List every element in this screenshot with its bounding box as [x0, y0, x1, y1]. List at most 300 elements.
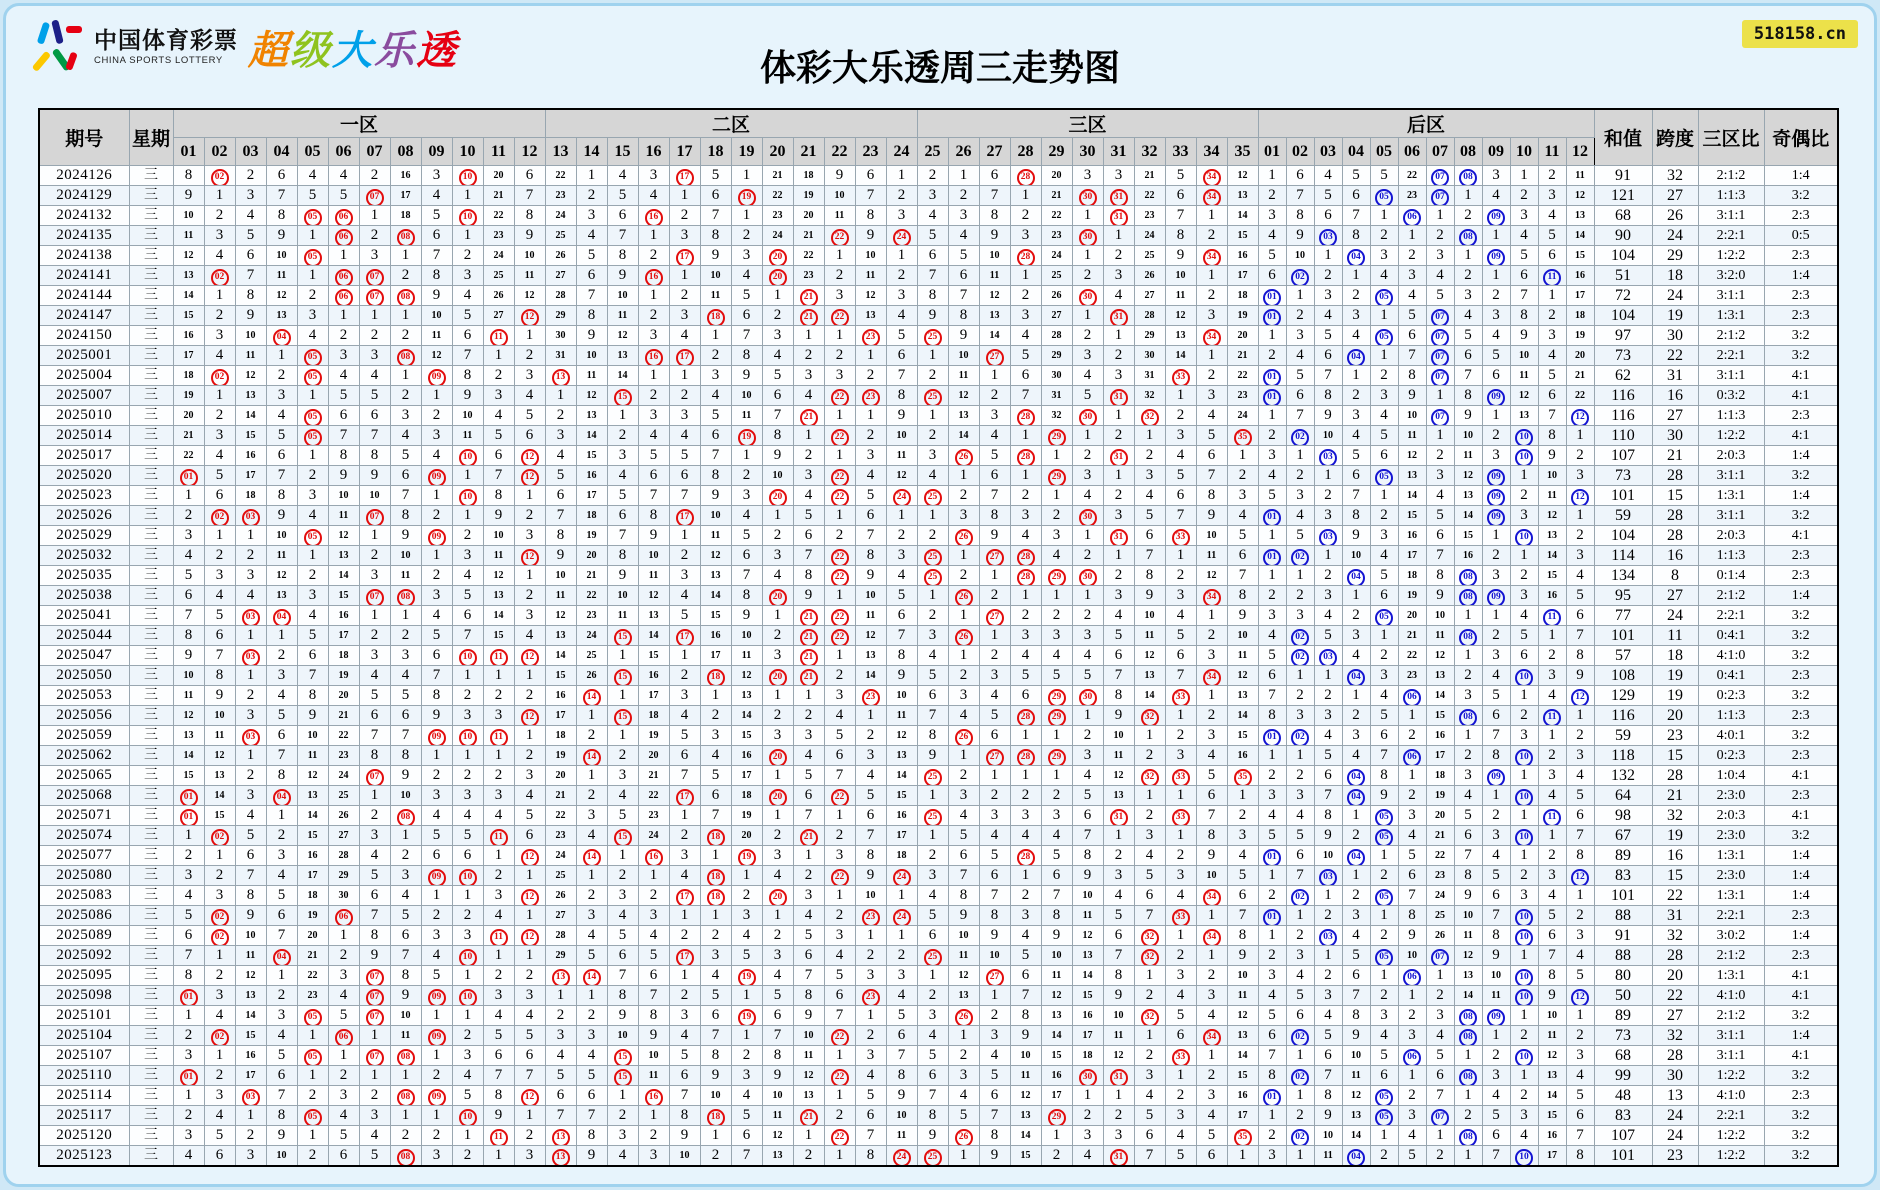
miss-count-cell: 5 — [514, 1026, 545, 1046]
span-cell: 19 — [1652, 666, 1698, 686]
miss-count-cell: 1 — [1510, 946, 1538, 966]
miss-count-cell: 2 — [1314, 266, 1342, 286]
miss-count-cell: 12 — [204, 746, 235, 766]
front-winner-cell — [669, 886, 700, 906]
miss-count-cell: 12 — [886, 466, 917, 486]
miss-count-cell: 2 — [1134, 746, 1165, 766]
miss-count-cell: 2 — [1398, 786, 1426, 806]
miss-count-cell: 1 — [886, 506, 917, 526]
miss-count-cell: 3 — [483, 706, 514, 726]
miss-count-cell: 3 — [1134, 826, 1165, 846]
miss-count-cell: 8 — [917, 286, 948, 306]
miss-count-cell: 3 — [638, 1146, 669, 1167]
draw-row-2025110 — [39, 1066, 1838, 1086]
miss-count-cell: 3 — [235, 1146, 266, 1167]
miss-count-cell: 4 — [204, 246, 235, 266]
front-winner-cell — [514, 706, 545, 726]
miss-count-cell: 1 — [1342, 686, 1370, 706]
miss-count-cell: 20 — [793, 206, 824, 226]
miss-count-cell: 4 — [1041, 646, 1072, 666]
miss-count-cell: 1 — [483, 666, 514, 686]
miss-count-cell: 1 — [576, 766, 607, 786]
miss-count-cell: 6 — [669, 466, 700, 486]
miss-count-cell: 7 — [1426, 546, 1454, 566]
miss-count-cell: 2 — [638, 386, 669, 406]
miss-count-cell: 4 — [1258, 226, 1286, 246]
front-winner-ball: 16 — [645, 269, 663, 286]
miss-count-cell: 3 — [793, 366, 824, 386]
miss-count-cell: 14 — [1010, 1126, 1041, 1146]
front-winner-ball: 33 — [1172, 769, 1190, 786]
miss-count-cell: 7 — [886, 626, 917, 646]
miss-count-cell: 7 — [700, 206, 731, 226]
front-winner-ball: 32 — [1141, 949, 1159, 966]
miss-count-cell: 6 — [204, 626, 235, 646]
miss-count-cell: 3 — [917, 446, 948, 466]
span-cell: 28 — [1652, 526, 1698, 546]
miss-count-cell: 5 — [545, 1066, 576, 1086]
miss-count-cell: 7 — [1482, 906, 1510, 926]
period-cell: 2025029 — [39, 526, 129, 546]
miss-count-cell: 26 — [1134, 266, 1165, 286]
miss-count-cell: 6 — [917, 926, 948, 946]
miss-count-cell: 3 — [328, 346, 359, 366]
front-winner-ball: 29 — [1048, 749, 1066, 766]
miss-count-cell: 8 — [1398, 906, 1426, 926]
miss-count-cell: 9 — [979, 226, 1010, 246]
miss-count-cell: 2 — [452, 906, 483, 926]
miss-count-cell: 3 — [1258, 1146, 1286, 1167]
front-winner-ball: 25 — [924, 769, 942, 786]
miss-count-cell: 5 — [1370, 566, 1398, 586]
miss-count-cell: 2 — [514, 746, 545, 766]
miss-count-cell: 8 — [545, 526, 576, 546]
miss-count-cell: 8 — [979, 1126, 1010, 1146]
period-cell: 2025123 — [39, 1146, 129, 1167]
odd-even-ratio-cell: 2:3 — [1764, 306, 1838, 326]
miss-count-cell: 13 — [1398, 466, 1426, 486]
week-cell: 三 — [129, 326, 173, 346]
miss-count-cell: 2 — [1342, 886, 1370, 906]
miss-count-cell: 7 — [1314, 1066, 1342, 1086]
draw-row-2025029 — [39, 526, 1838, 546]
miss-count-cell: 10 — [1426, 606, 1454, 626]
front-winner-ball: 27 — [986, 549, 1004, 566]
front-winner-cell — [1103, 806, 1134, 826]
sum-cell: 114 — [1594, 546, 1652, 566]
miss-count-cell: 10 — [700, 266, 731, 286]
miss-count-cell: 10 — [607, 586, 638, 606]
back-winner-ball: 04 — [1347, 669, 1365, 686]
miss-count-cell: 6 — [1314, 1046, 1342, 1066]
miss-count-cell: 1 — [1370, 846, 1398, 866]
miss-count-cell: 9 — [1342, 1026, 1370, 1046]
odd-even-ratio-cell: 1:4 — [1764, 266, 1838, 286]
front-winner-ball: 11 — [490, 329, 508, 346]
front-winner-ball: 23 — [862, 329, 880, 346]
back-winner-cell — [1454, 566, 1482, 586]
miss-count-cell: 5 — [1258, 646, 1286, 666]
miss-count-cell: 9 — [266, 1126, 297, 1146]
miss-count-cell: 1 — [1227, 786, 1258, 806]
miss-count-cell: 3 — [359, 566, 390, 586]
front-winner-cell — [1103, 186, 1134, 206]
miss-count-cell: 1 — [483, 346, 514, 366]
miss-count-cell: 2 — [1258, 346, 1286, 366]
miss-count-cell: 25 — [328, 786, 359, 806]
miss-count-cell: 2 — [235, 166, 266, 186]
miss-count-cell: 4 — [421, 186, 452, 206]
front-winner-cell — [297, 1106, 328, 1126]
miss-count-cell: 6 — [1010, 966, 1041, 986]
front-winner-ball: 01 — [180, 789, 198, 806]
miss-count-cell: 1 — [669, 646, 700, 666]
front-winner-ball: 20 — [769, 749, 787, 766]
front-winner-cell — [762, 786, 793, 806]
miss-count-cell: 1 — [297, 446, 328, 466]
miss-count-cell: 2 — [979, 586, 1010, 606]
miss-count-cell: 8 — [886, 1066, 917, 1086]
front-winner-ball: 15 — [614, 669, 632, 686]
miss-count-cell: 1 — [1072, 706, 1103, 726]
front-winner-cell — [917, 1146, 948, 1167]
front-winner-ball: 22 — [831, 869, 849, 886]
draw-row-2025095 — [39, 966, 1838, 986]
miss-count-cell: 1 — [452, 666, 483, 686]
miss-count-cell: 4 — [421, 446, 452, 466]
span-cell: 28 — [1652, 1046, 1698, 1066]
front-winner-cell — [824, 226, 855, 246]
miss-count-cell: 9 — [266, 226, 297, 246]
miss-count-cell: 29 — [328, 866, 359, 886]
miss-count-cell: 5 — [1342, 166, 1370, 186]
front-winner-cell — [824, 486, 855, 506]
miss-count-cell: 7 — [204, 646, 235, 666]
miss-count-cell: 3 — [483, 986, 514, 1006]
miss-count-cell: 2 — [514, 686, 545, 706]
miss-count-cell: 8 — [948, 306, 979, 326]
miss-count-cell: 1 — [793, 326, 824, 346]
miss-count-cell: 19 — [328, 666, 359, 686]
miss-count-cell: 13 — [1165, 326, 1196, 346]
miss-count-cell: 1 — [917, 586, 948, 606]
miss-count-cell: 11 — [390, 1026, 421, 1046]
miss-count-cell: 1 — [514, 566, 545, 586]
miss-count-cell: 6 — [824, 746, 855, 766]
miss-count-cell: 1 — [1196, 206, 1227, 226]
back-winner-ball: 07 — [1431, 169, 1449, 186]
draw-row-2025038 — [39, 586, 1838, 606]
back-winner-ball: 11 — [1543, 609, 1561, 626]
miss-count-cell: 20 — [1398, 606, 1426, 626]
sum-cell: 91 — [1594, 926, 1652, 946]
miss-count-cell: 3 — [886, 286, 917, 306]
miss-count-cell: 5 — [359, 686, 390, 706]
front-winner-cell — [359, 586, 390, 606]
miss-count-cell: 7 — [266, 1086, 297, 1106]
miss-count-cell: 6 — [1072, 806, 1103, 826]
miss-count-cell: 12 — [483, 566, 514, 586]
miss-count-cell: 9 — [576, 326, 607, 346]
front-winner-cell — [948, 1006, 979, 1026]
miss-count-cell: 9 — [917, 306, 948, 326]
miss-count-cell: 3 — [1398, 806, 1426, 826]
back-winner-cell — [1510, 446, 1538, 466]
miss-count-cell: 13 — [235, 986, 266, 1006]
miss-count-cell: 22 — [173, 446, 204, 466]
front-winner-ball: 12 — [521, 649, 539, 666]
miss-count-cell: 3 — [1103, 1126, 1134, 1146]
back-winner-ball: 02 — [1291, 729, 1309, 746]
miss-count-cell: 9 — [1010, 1026, 1041, 1046]
front-winner-cell — [173, 1066, 204, 1086]
front-winner-cell — [390, 286, 421, 306]
miss-count-cell: 21 — [638, 766, 669, 786]
front-winner-ball: 32 — [1141, 1009, 1159, 1026]
miss-count-cell: 18 — [1426, 766, 1454, 786]
miss-count-cell: 3 — [948, 506, 979, 526]
miss-count-cell: 17 — [731, 766, 762, 786]
miss-count-cell: 5 — [607, 486, 638, 506]
miss-count-cell: 8 — [638, 506, 669, 526]
miss-count-cell: 1 — [824, 446, 855, 466]
miss-count-cell: 5 — [545, 466, 576, 486]
front-winner-cell — [1196, 166, 1227, 186]
miss-count-cell: 5 — [669, 446, 700, 466]
front-winner-cell — [793, 1106, 824, 1126]
front-winner-cell — [297, 366, 328, 386]
miss-count-cell: 4 — [979, 686, 1010, 706]
back-winner-cell — [1426, 1106, 1454, 1126]
period-cell: 2025032 — [39, 546, 129, 566]
miss-count-cell: 1 — [917, 406, 948, 426]
odd-even-ratio-cell: 3:2 — [1764, 466, 1838, 486]
miss-count-cell: 4 — [235, 206, 266, 226]
miss-count-cell: 12 — [1103, 1046, 1134, 1066]
miss-count-cell: 1 — [1103, 326, 1134, 346]
week-cell: 三 — [129, 1046, 173, 1066]
miss-count-cell: 3 — [1227, 826, 1258, 846]
miss-count-cell: 14 — [1134, 686, 1165, 706]
miss-count-cell: 10 — [979, 246, 1010, 266]
miss-count-cell: 1 — [359, 526, 390, 546]
back-winner-ball: 08 — [1459, 1069, 1477, 1086]
sum-cell: 48 — [1594, 1086, 1652, 1106]
span-cell: 13 — [1652, 1086, 1698, 1106]
miss-count-cell: 3 — [1342, 726, 1370, 746]
miss-count-cell: 3 — [1196, 986, 1227, 1006]
miss-count-cell: 13 — [1454, 486, 1482, 506]
front-winner-cell — [297, 406, 328, 426]
miss-count-cell: 11 — [483, 546, 514, 566]
miss-count-cell: 19 — [576, 526, 607, 546]
miss-count-cell: 3 — [824, 686, 855, 706]
back-winner-cell — [1286, 546, 1314, 566]
miss-count-cell: 3 — [235, 186, 266, 206]
miss-count-cell: 3 — [1566, 546, 1594, 566]
sum-cell: 132 — [1594, 766, 1652, 786]
period-cell: 2025056 — [39, 706, 129, 726]
odd-even-ratio-cell: 2:3 — [1764, 546, 1838, 566]
front-winner-ball: 30 — [1079, 409, 1097, 426]
back-winner-ball: 10 — [1515, 429, 1533, 446]
front-winner-cell — [1041, 746, 1072, 766]
miss-count-cell: 3 — [762, 726, 793, 746]
front-winner-cell — [328, 206, 359, 226]
miss-count-cell: 17 — [1041, 1086, 1072, 1106]
miss-count-cell: 2 — [452, 686, 483, 706]
front-winner-ball: 22 — [831, 1129, 849, 1146]
header-zone1: 一区 — [173, 109, 545, 138]
front-winner-cell — [1041, 1106, 1072, 1126]
miss-count-cell: 10 — [1482, 966, 1510, 986]
miss-count-cell: 2 — [421, 766, 452, 786]
front-winner-ball: 34 — [1203, 189, 1221, 206]
miss-count-cell: 2 — [483, 866, 514, 886]
front-winner-ball: 10 — [459, 209, 477, 226]
miss-count-cell: 23 — [328, 746, 359, 766]
miss-count-cell: 9 — [855, 226, 886, 246]
miss-count-cell: 2 — [917, 846, 948, 866]
miss-count-cell: 8 — [576, 306, 607, 326]
sum-cell: 97 — [1594, 326, 1652, 346]
back-winner-ball: 10 — [1515, 669, 1533, 686]
miss-count-cell: 1 — [669, 806, 700, 826]
miss-count-cell: 3 — [948, 786, 979, 806]
front-winner-ball: 33 — [1172, 1049, 1190, 1066]
miss-count-cell: 2 — [1398, 1086, 1426, 1106]
zone-ratio-cell: 2:3:0 — [1698, 866, 1764, 886]
zone-ratio-cell: 2:3:0 — [1698, 826, 1764, 846]
zone-ratio-cell: 2:2:1 — [1698, 1106, 1764, 1126]
miss-count-cell: 3 — [1196, 306, 1227, 326]
miss-count-cell: 10 — [328, 486, 359, 506]
miss-count-cell: 2 — [793, 346, 824, 366]
miss-count-cell: 9 — [948, 906, 979, 926]
miss-count-cell: 3 — [235, 706, 266, 726]
miss-count-cell: 10 — [266, 1146, 297, 1167]
miss-count-cell: 2 — [421, 566, 452, 586]
miss-count-cell: 11 — [235, 346, 266, 366]
miss-count-cell: 5 — [1342, 446, 1370, 466]
miss-count-cell: 17 — [328, 626, 359, 646]
week-cell: 三 — [129, 1126, 173, 1146]
front-winner-cell — [731, 186, 762, 206]
front-winner-cell — [824, 426, 855, 446]
miss-count-cell: 16 — [235, 446, 266, 466]
miss-count-cell: 18 — [545, 726, 576, 746]
front-winner-ball: 12 — [521, 889, 539, 906]
miss-count-cell: 1 — [731, 866, 762, 886]
miss-count-cell: 4 — [173, 546, 204, 566]
front-winner-ball: 22 — [831, 229, 849, 246]
period-cell: 2024147 — [39, 306, 129, 326]
miss-count-cell: 4 — [421, 806, 452, 826]
miss-count-cell: 3 — [173, 526, 204, 546]
front-winner-ball: 10 — [459, 989, 477, 1006]
front-winner-cell — [638, 206, 669, 226]
front-winner-ball: 22 — [831, 629, 849, 646]
front-winner-ball: 30 — [1079, 189, 1097, 206]
front-winner-ball: 15 — [614, 709, 632, 726]
miss-count-cell: 5 — [1196, 426, 1227, 446]
miss-count-cell: 4 — [359, 666, 390, 686]
miss-count-cell: 1 — [669, 526, 700, 546]
span-cell: 32 — [1652, 1026, 1698, 1046]
header-backzone: 后区 — [1258, 109, 1594, 138]
miss-count-cell: 12 — [1196, 566, 1227, 586]
miss-count-cell: 3 — [514, 366, 545, 386]
front-winner-ball: 24 — [893, 229, 911, 246]
back-winner-ball: 03 — [1319, 869, 1337, 886]
miss-count-cell: 6 — [1370, 586, 1398, 606]
miss-count-cell: 1 — [917, 966, 948, 986]
front-winner-cell — [1103, 206, 1134, 226]
odd-even-ratio-cell: 4:1 — [1764, 766, 1838, 786]
miss-count-cell: 3 — [173, 1046, 204, 1066]
miss-count-cell: 1 — [824, 586, 855, 606]
miss-count-cell: 8 — [700, 466, 731, 486]
miss-count-cell: 7 — [1134, 906, 1165, 926]
draw-row-2025101 — [39, 1006, 1838, 1026]
miss-count-cell: 14 — [1342, 1126, 1370, 1146]
miss-count-cell: 1 — [700, 846, 731, 866]
zone-ratio-cell: 3:1:1 — [1698, 366, 1764, 386]
week-cell: 三 — [129, 226, 173, 246]
miss-count-cell: 3 — [1010, 506, 1041, 526]
front-winner-cell — [1041, 686, 1072, 706]
back-winner-cell — [1454, 226, 1482, 246]
miss-count-cell: 1 — [824, 1146, 855, 1167]
odd-even-ratio-cell: 2:3 — [1764, 206, 1838, 226]
miss-count-cell: 3 — [514, 766, 545, 786]
miss-count-cell: 7 — [1103, 946, 1134, 966]
miss-count-cell: 9 — [1538, 986, 1566, 1006]
miss-count-cell: 6 — [979, 726, 1010, 746]
miss-count-cell: 3 — [1196, 646, 1227, 666]
back-winner-ball: 10 — [1515, 789, 1533, 806]
draw-row-2025092 — [39, 946, 1838, 966]
week-cell: 三 — [129, 546, 173, 566]
miss-count-cell: 25 — [1426, 906, 1454, 926]
column-header-front-01: 01 — [173, 138, 204, 166]
miss-count-cell: 1 — [1010, 466, 1041, 486]
back-winner-cell — [1286, 1126, 1314, 1146]
miss-count-cell: 2 — [824, 666, 855, 686]
period-cell: 2024144 — [39, 286, 129, 306]
miss-count-cell: 1 — [1426, 206, 1454, 226]
miss-count-cell: 2 — [1258, 586, 1286, 606]
miss-count-cell: 7 — [1134, 1146, 1165, 1167]
miss-count-cell: 8 — [1342, 226, 1370, 246]
miss-count-cell: 12 — [173, 706, 204, 726]
draw-row-2025074 — [39, 826, 1838, 846]
miss-count-cell: 5 — [824, 726, 855, 746]
miss-count-cell: 24 — [576, 626, 607, 646]
front-winner-cell — [1227, 766, 1258, 786]
miss-count-cell: 9 — [1314, 1106, 1342, 1126]
miss-count-cell: 6 — [1566, 1106, 1594, 1126]
miss-count-cell: 15 — [1538, 566, 1566, 586]
front-winner-cell — [886, 486, 917, 506]
miss-count-cell: 3 — [1454, 286, 1482, 306]
miss-count-cell: 1 — [1041, 1126, 1072, 1146]
draw-row-2025050 — [39, 666, 1838, 686]
miss-count-cell: 4 — [452, 566, 483, 586]
miss-count-cell: 6 — [979, 1086, 1010, 1106]
miss-count-cell: 24 — [762, 226, 793, 246]
header-sum: 和值 — [1594, 109, 1652, 166]
